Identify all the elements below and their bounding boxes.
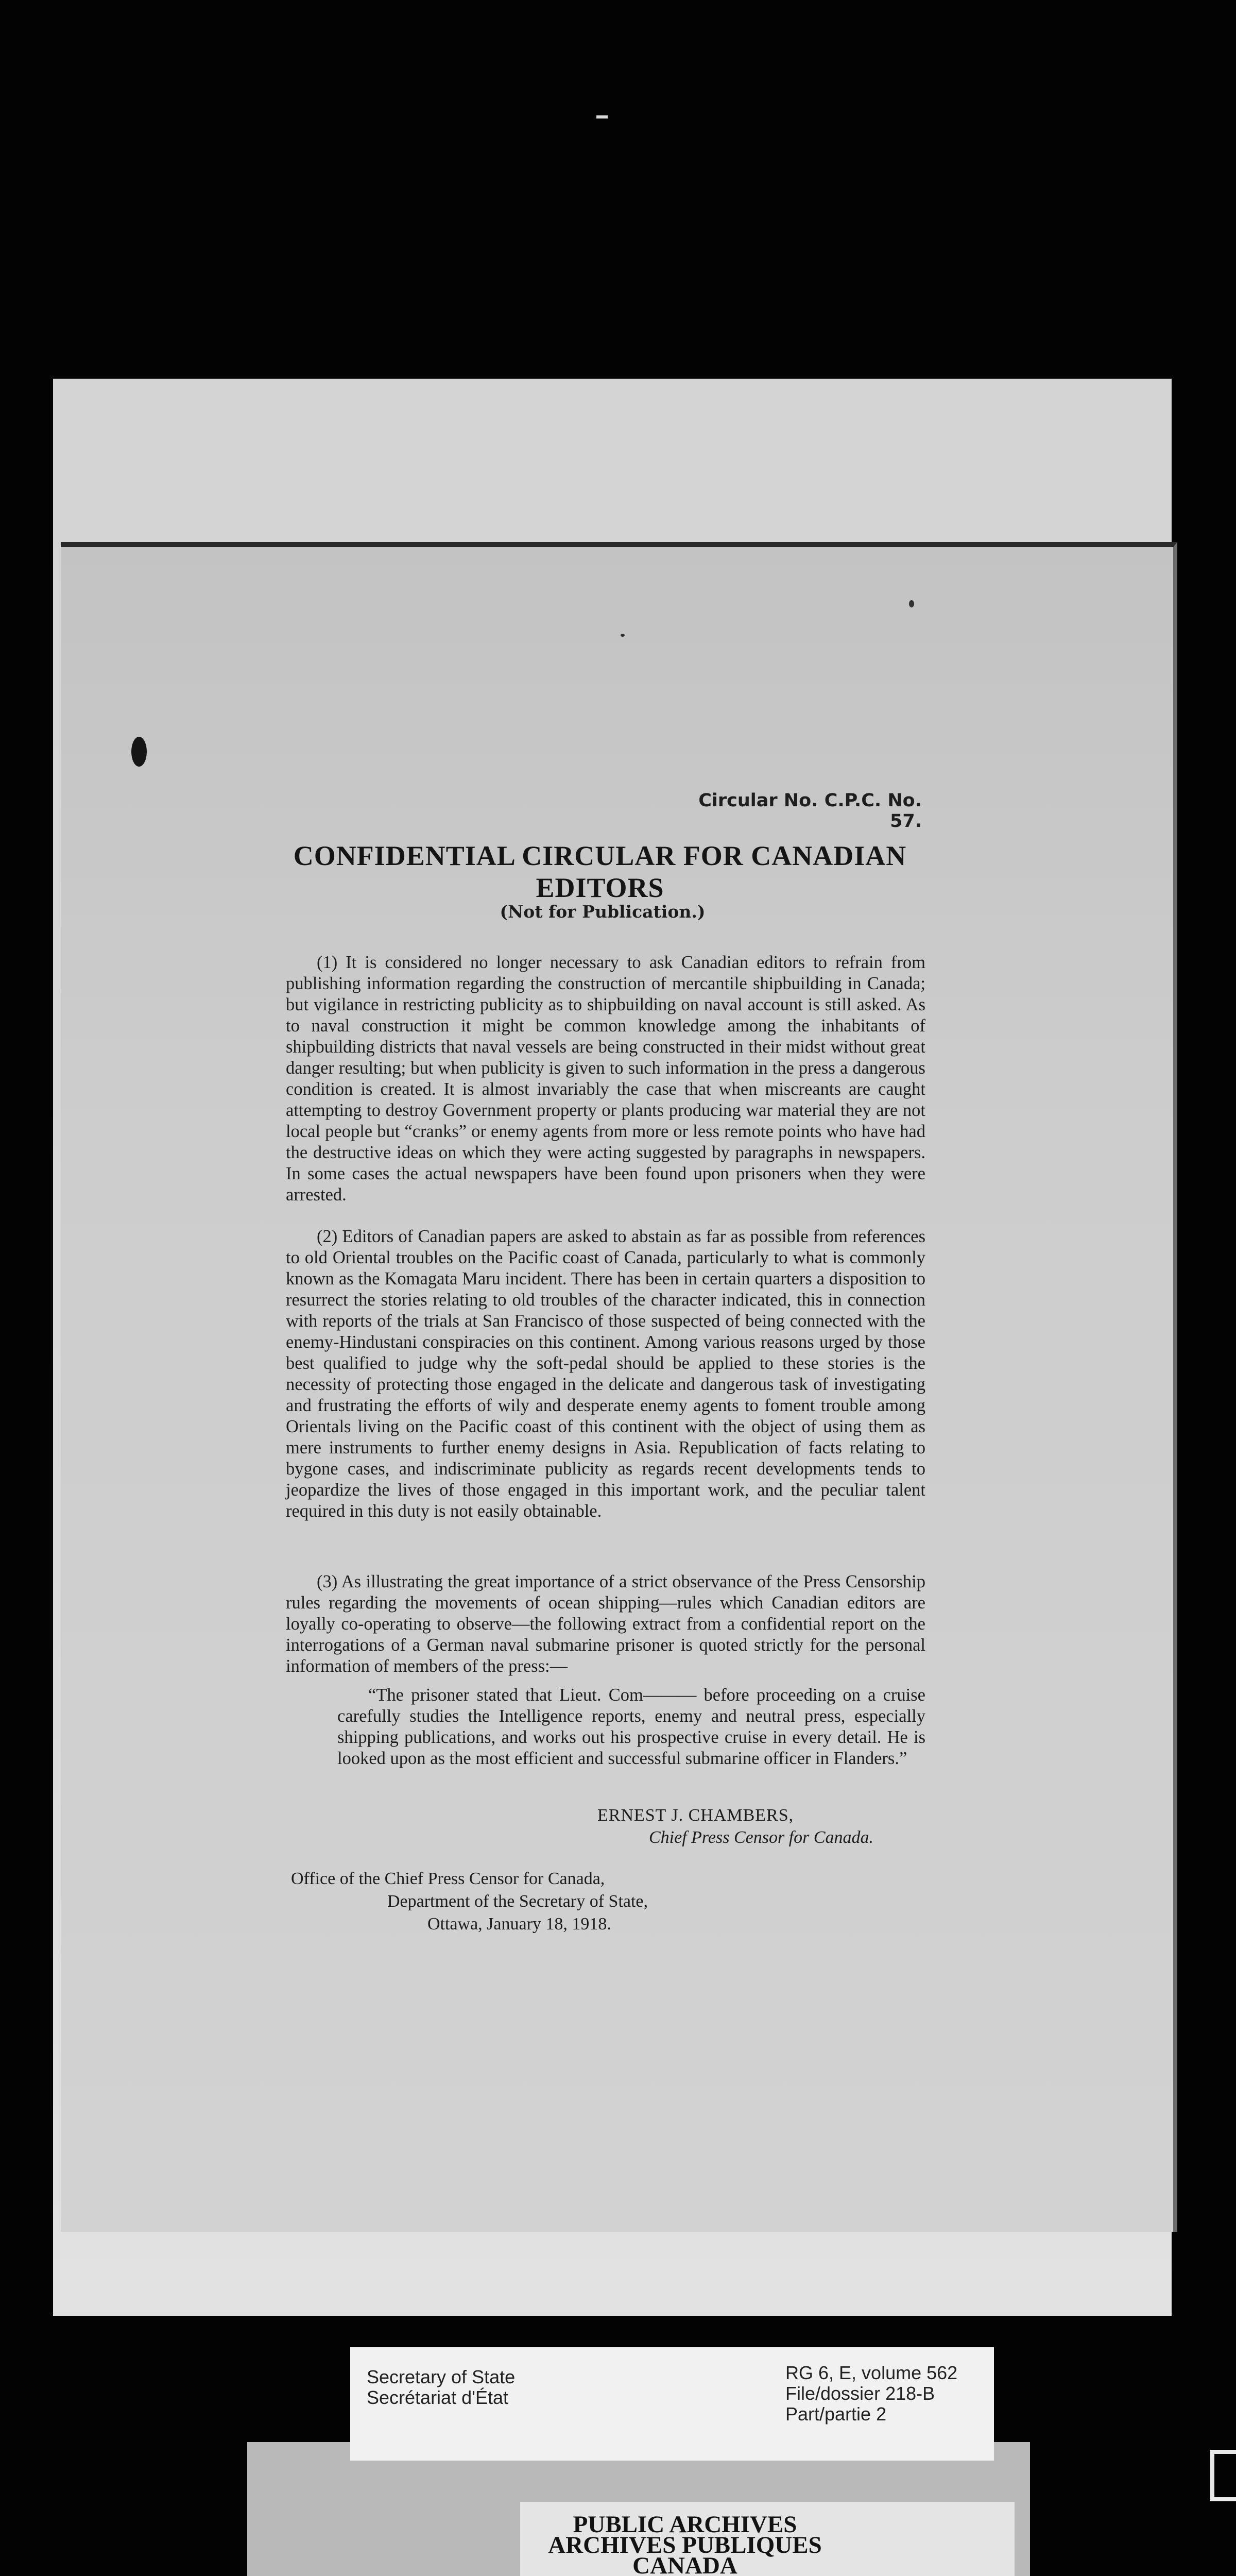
department-english: Secretary of State xyxy=(367,2366,516,2387)
address-line: Ottawa, January 18, 1918. xyxy=(427,1914,611,1934)
file-number: File/dossier 218-B xyxy=(785,2383,935,2404)
paper-speck xyxy=(621,634,625,637)
paper-speck xyxy=(909,600,914,607)
film-mark xyxy=(596,115,608,118)
signature-title: Chief Press Censor for Canada. xyxy=(649,1828,874,1847)
address-line: Office of the Chief Press Censor for Canada, xyxy=(291,1869,605,1888)
signature-name: ERNEST J. CHAMBERS, xyxy=(597,1806,794,1825)
circular-number: Circular No. C.P.C. No. 57. xyxy=(698,790,922,832)
film-frame-mark xyxy=(1210,2450,1236,2501)
archives-stamp xyxy=(530,2511,839,2576)
stamp-line: PUBLIC ARCHIVES xyxy=(573,2511,797,2538)
punch-hole xyxy=(131,737,147,767)
paragraph-1: (1) It is considered no longer necessary to ask Canadian editors to refrain from publishing information regarding the construction of mercantile shipbuilding in Canada; but vigilance in restricting publicity as to shipbuilding on naval account is still asked. As to naval construction it might be common knowledge among the inhabitants of shipbuilding districts that naval vessels are being constructed in their midst without great danger resulting; but when publicity is given to such information in the press a dangerous condition is created. It is almost invariably the case that when miscreants are caught attempting to destroy Government property or plants producing war material they are not local people but “cranks” or enemy agents from more or less remote points who have had the destructive ideas on which they were acting suggested by paragraphs in newspapers. In some cases the actual newspapers have been found upon prisoners when they were arrested. xyxy=(286,953,925,1205)
stamp-line: ARCHIVES PUBLIQUES xyxy=(548,2532,822,2558)
paragraph-2: (2) Editors of Canadian papers are asked to abstain as far as possible from references to old Oriental troubles on the Pacific coast of Canada, particularly to what is commonly known as the Komagata Maru incident. There has been in certain quarters a disposition to resurrect the stories relating to old troubles of the character indicated, this in connection with reports of the trials at San Francisco of those suspected of being connected with the enemy-Hindustani conspiracies on this continent. Among various reasons urged by those best qualified to judge why the soft-pedal should be applied to these stories is the necessity of protecting those engaged in the delicate and dangerous task of investigating and frustrating the efforts of wily and desperate enemy agents to foment trouble among Orientals living on the Pacific coast of this continent with the object of using them as mere instruments to further enemy designs in Asia. Republication of facts relating to bygone cases, and indiscriminate publicity as regards recent developments tends to jeopardize the lives of those engaged in this important work, and the peculiar talent required in this duty is not easily obtainable. xyxy=(286,1227,925,1521)
archive-label xyxy=(350,2347,994,2461)
paragraph-3: (3) As illustrating the great importance of a strict observance of the Press Censorship rules regarding the movements of ocean shipping—rules which Canadian editors are loyally co-operating to observe—the following extract from a confidential report on the interrogations of a German naval submarine prisoner is quoted strictly for the personal information of members of the press:— xyxy=(286,1572,925,1676)
part-number: Part/partie 2 xyxy=(785,2403,887,2425)
stamp-line: CANADA xyxy=(632,2552,737,2576)
address-line: Department of the Secretary of State, xyxy=(387,1892,648,1911)
department-french: Secrétariat d'État xyxy=(367,2387,509,2408)
document-subtitle: (Not for Publication.) xyxy=(500,902,706,922)
record-group: RG 6, E, volume 562 xyxy=(785,2362,958,2383)
quoted-extract: “The prisoner stated that Lieut. Com——— before proceeding on a cruise carefully studies the Intelligence reports, enemy and neutral press, especially shipping publications, and works out his prospective cruise in every detail. He is looked upon as the most efficient and successful submarine officer in Flanders.” xyxy=(337,1685,925,1768)
document-title: CONFIDENTIAL CIRCULAR FOR CANADIAN EDITORS xyxy=(293,840,907,903)
